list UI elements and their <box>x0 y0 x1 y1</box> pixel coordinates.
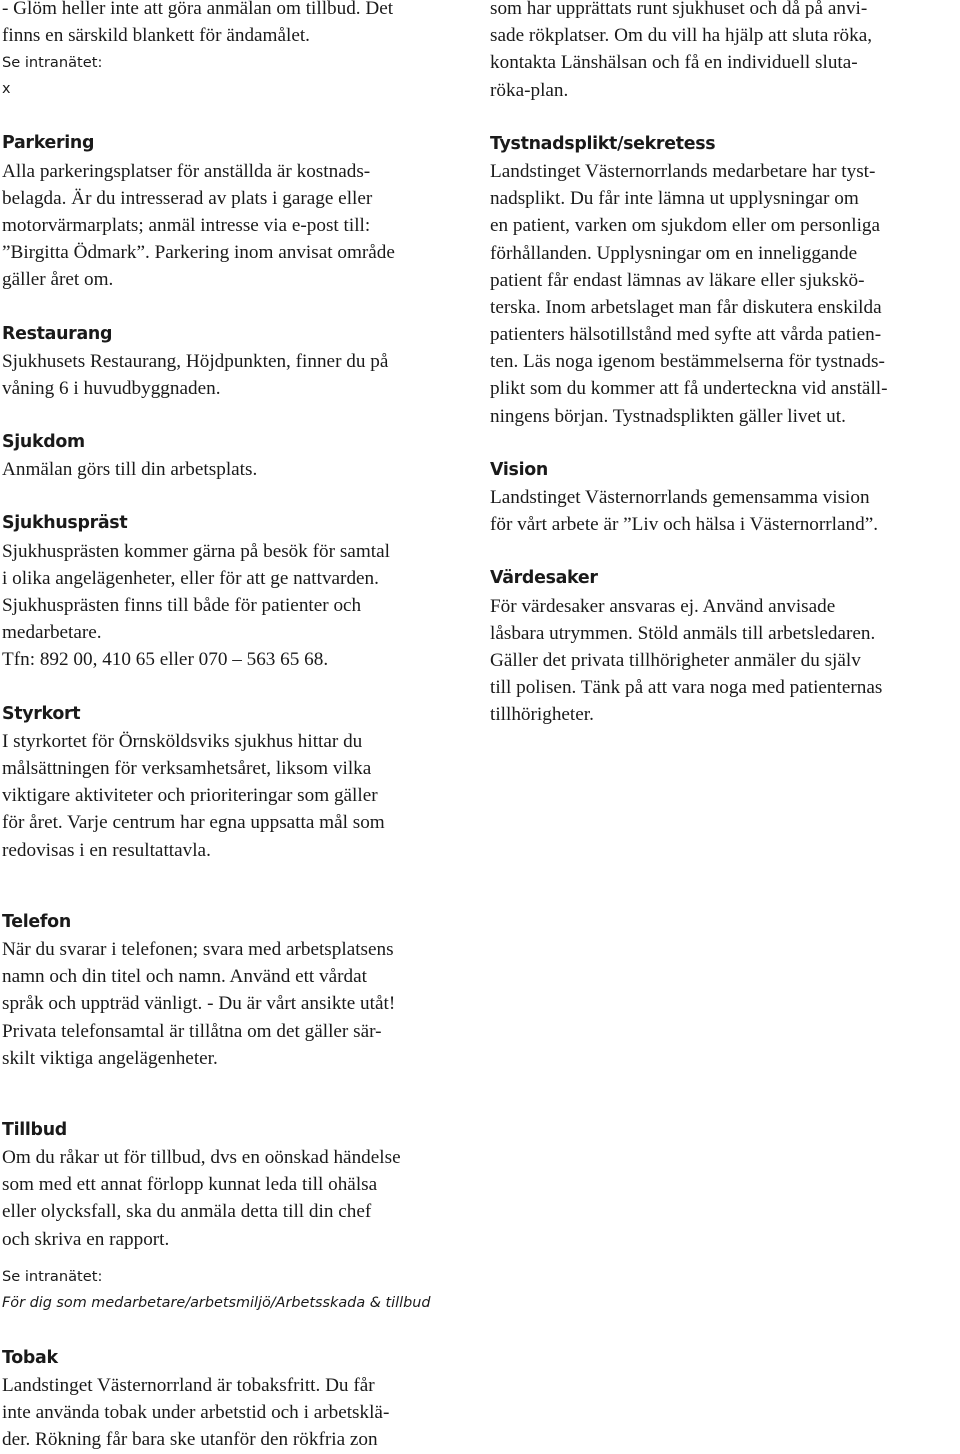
section-body <box>2 1144 482 1253</box>
intro-paragraph <box>2 0 482 49</box>
text-line: ”Birgitta Ödmark”. Parkering inom anvisat område <box>2 242 395 264</box>
text-line: gäller året om. <box>2 269 114 291</box>
text-line: språk och uppträd vänligt. - Du är vårt ansikte utåt! <box>2 993 396 1015</box>
text-line: inte använda tobak under arbetstid och i arbetsklä- <box>2 1402 390 1424</box>
text-line: Alla parkeringsplatser för anställda är kostnads- <box>2 160 371 182</box>
intranet-note-label: Se intranätet: <box>2 54 103 72</box>
section-heading: Telefon <box>2 911 71 932</box>
section-heading: Styrkort <box>2 703 81 724</box>
text-line: våning 6 i huvudbyggnaden. <box>2 377 221 399</box>
section-sjukhuspräst <box>2 510 482 673</box>
intranet-note-path: För dig som medarbetare/arbetsmiljö/Arbetsskada & tillbud <box>2 1294 431 1311</box>
section-body <box>2 728 482 864</box>
text-line: nadsplikt. Du får inte lämna ut upplysningar om <box>490 188 859 210</box>
section-body <box>2 1372 482 1454</box>
section-tobak <box>2 1345 482 1454</box>
text-line: Gäller det privata tillhörigheter anmäler du själv <box>490 649 861 671</box>
section-sjukdom <box>2 429 482 483</box>
section-heading: Tystnadsplikt/sekretess <box>490 133 716 154</box>
text-line: Landstinget Västernorrland är tobaksfritt. Du får <box>2 1375 375 1397</box>
text-line: röka-plan. <box>490 79 569 101</box>
text-line: tillhörigheter. <box>490 704 594 726</box>
text-line: Privata telefonsamtal är tillåtna om det gäller sär- <box>2 1020 382 1042</box>
tobak-continuation <box>490 0 958 104</box>
section-body <box>490 158 958 430</box>
text-line: patient får endast lämnas av läkare eller sjukskö- <box>490 269 865 291</box>
section-heading: Tillbud <box>2 1119 67 1140</box>
text-line: ningens början. Tystnadsplikten gäller livet ut. <box>490 405 846 427</box>
section-heading: Sjukhuspräst <box>2 513 128 534</box>
text-line: namn och din titel och namn. Använd ett vårdat <box>2 966 368 988</box>
text-line: viktigare aktiviteter och prioriteringar som gäller <box>2 785 378 807</box>
text-line: terska. Inom arbetslaget man får diskutera enskilda <box>490 296 882 318</box>
text-line: plikt som du kommer att få underteckna vid anställ- <box>490 378 888 400</box>
section-telefon <box>2 909 482 1072</box>
section-heading: Sjukdom <box>2 432 85 453</box>
text-line: För värdesaker ansvaras ej. Använd anvisade <box>490 595 836 617</box>
section-vardesaker <box>490 565 958 728</box>
intranet-note-value: x <box>2 81 11 98</box>
section-body <box>2 348 482 402</box>
section-body <box>2 158 482 294</box>
section-body <box>490 593 958 729</box>
text-line: som med ett annat förlopp kunnat leda till ohälsa <box>2 1174 378 1196</box>
text-line: - Glöm heller inte att göra anmälan om tillbud. Det <box>2 0 394 19</box>
section-heading: Tobak <box>2 1347 58 1368</box>
section-styrkort <box>2 701 482 864</box>
text-line: för året. Varje centrum har egna uppsatta mål som <box>2 812 385 834</box>
text-line: kontakta Länshälsan och få en individuell sluta- <box>490 52 858 74</box>
section-tystnadsplikt <box>490 131 958 430</box>
text-line: en patient, varken om sjukdom eller om personliga <box>490 215 881 237</box>
left-column <box>2 0 482 1454</box>
text-line: och skriva en rapport. <box>2 1228 170 1250</box>
section-body <box>2 936 482 1072</box>
text-line: för vårt arbete är ”Liv och hälsa i Västernorrland”. <box>490 514 879 536</box>
section-parkering <box>2 130 482 293</box>
text-line: Sjukhusprästen finns till både för patienter och <box>2 595 362 617</box>
text-line: finns en särskild blankett för ändamålet. <box>2 25 310 47</box>
text-line: sade rökplatser. Om du vill ha hjälp att sluta röka, <box>490 25 873 47</box>
text-line: Landstinget Västernorrlands medarbetare har tyst- <box>490 160 876 182</box>
text-line: Anmälan görs till din arbetsplats. <box>2 459 258 481</box>
text-line: patienters hälsotillstånd med syfte att vårda patien- <box>490 324 882 346</box>
phone-number-line: Tfn: 892 00, 410 65 eller 070 – 563 65 68. <box>2 649 329 671</box>
right-column <box>490 0 958 729</box>
text-line: låsbara utrymmen. Stöld anmäls till arbetsledaren. <box>490 622 876 644</box>
section-heading: Värdesaker <box>490 568 598 589</box>
section-restaurang <box>2 321 482 403</box>
text-line: belagda. Är du intresserad av plats i garage eller <box>2 187 373 209</box>
text-line: medarbetare. <box>2 622 102 644</box>
section-body <box>2 538 482 674</box>
section-heading: Restaurang <box>2 323 113 344</box>
text-line: Sjukhusets Restaurang, Höjdpunkten, finner du på <box>2 350 389 372</box>
text-line: motorvärmarplats; anmäl intresse via e-post till: <box>2 214 371 236</box>
section-body <box>490 484 958 538</box>
text-line: I styrkortet för Örnsköldsviks sjukhus hittar du <box>2 730 363 752</box>
text-line: till polisen. Tänk på att vara noga med patienternas <box>490 677 883 699</box>
text-line: ten. Läs noga igenom bestämmelserna för tystnads- <box>490 351 885 373</box>
section-heading: Parkering <box>2 133 95 154</box>
text-line: i olika angelägenheter, eller för att ge nattvarden. <box>2 567 379 589</box>
text-line: Sjukhusprästen kommer gärna på besök för samtal <box>2 540 390 562</box>
text-line: skilt viktiga angelägenheter. <box>2 1047 218 1069</box>
section-body <box>2 456 482 483</box>
text-line: förhållanden. Upplysningar om en inneliggande <box>490 242 858 264</box>
section-tillbud <box>2 1117 482 1317</box>
text-line: Om du råkar ut för tillbud, dvs en oönskad händelse <box>2 1147 401 1169</box>
text-line: eller olycksfall, ska du anmäla detta till din chef <box>2 1201 372 1223</box>
section-heading: Vision <box>490 459 548 480</box>
section-vision <box>490 457 958 539</box>
text-line: der. Rökning får bara ske utanför den rökfria zon <box>2 1429 378 1451</box>
text-line: målsättningen för verksamhetsåret, liksom vilka <box>2 758 372 780</box>
text-line: När du svarar i telefonen; svara med arbetsplatsens <box>2 938 394 960</box>
text-line: redovisas i en resultattavla. <box>2 839 211 861</box>
text-line: som har upprättats runt sjukhuset och då på anvi- <box>490 0 868 19</box>
intranet-note-label: Se intranätet: <box>2 1267 103 1285</box>
text-line: Landstinget Västernorrlands gemensamma vision <box>490 487 870 509</box>
